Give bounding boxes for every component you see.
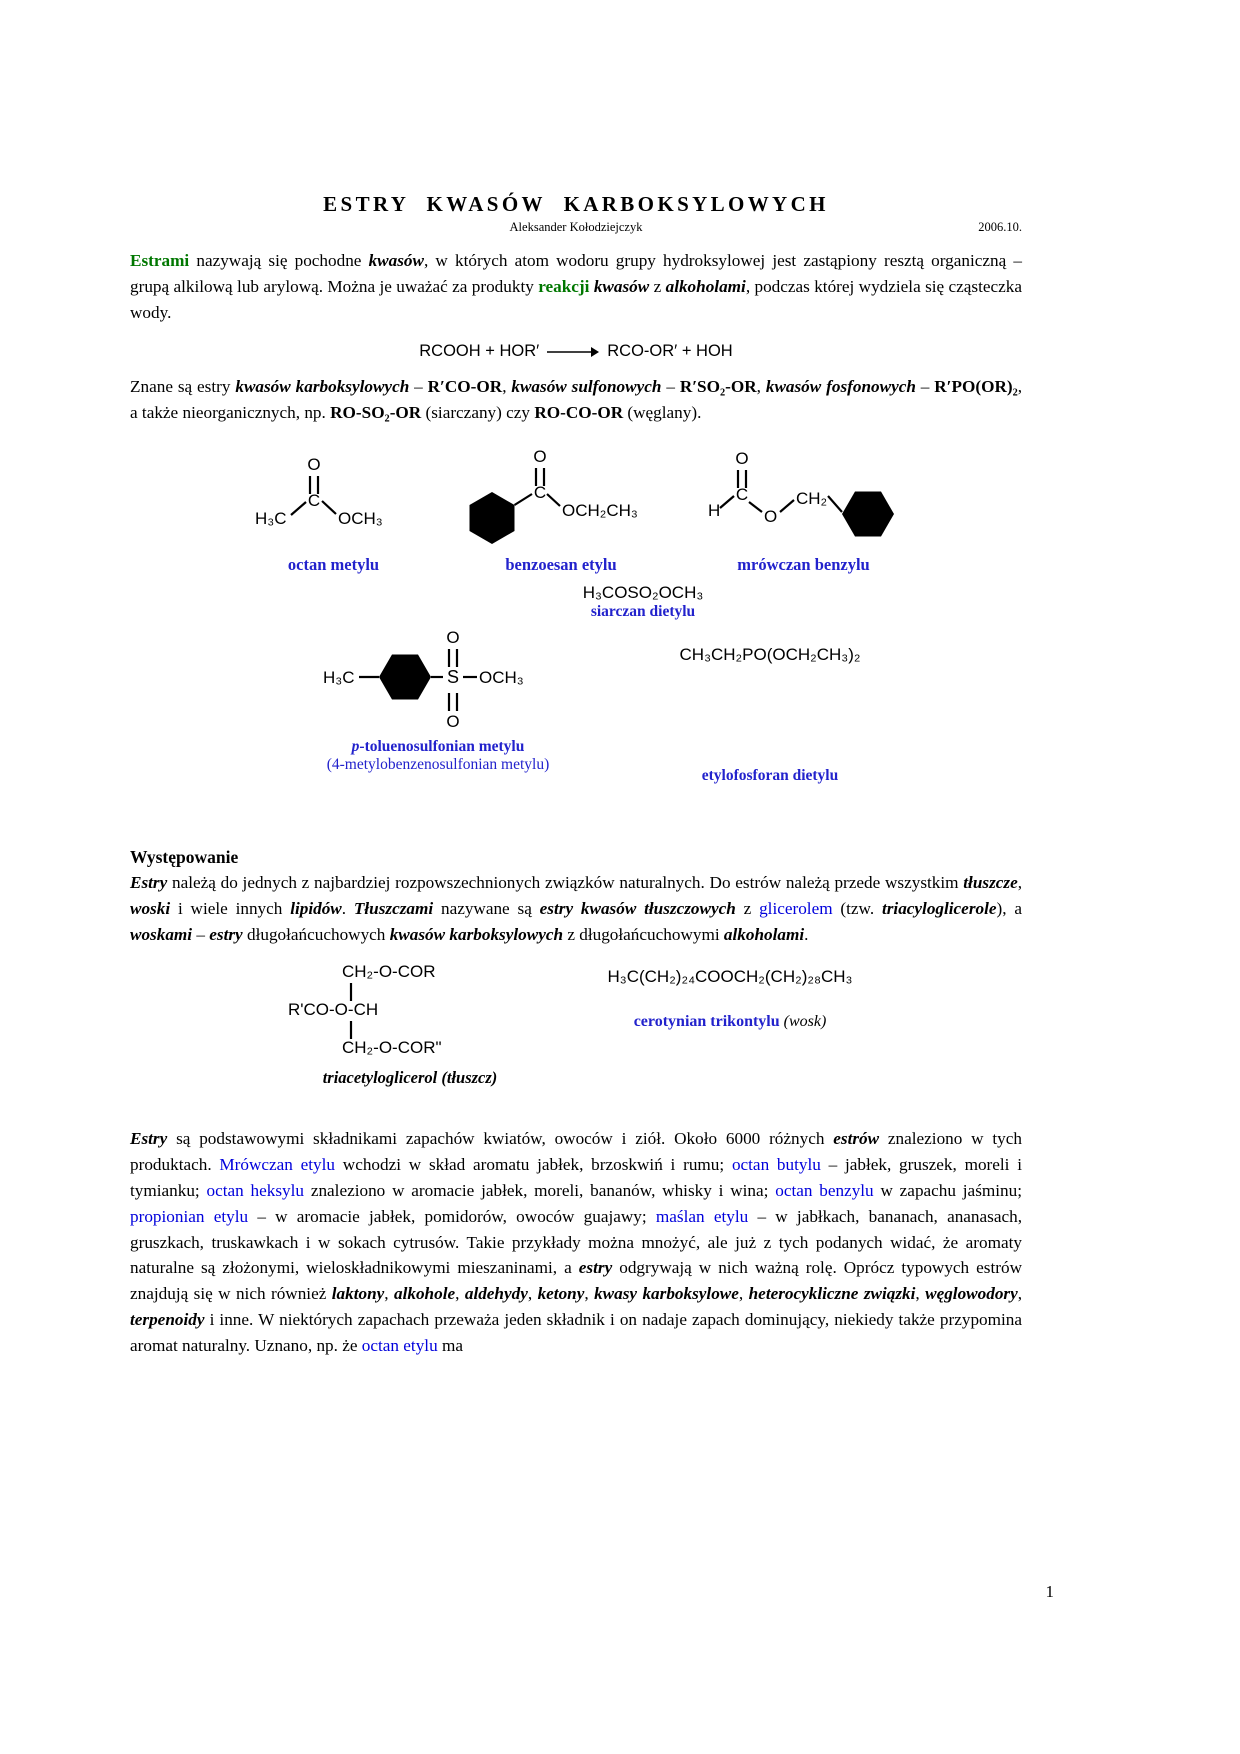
text-run: węglowodory	[925, 1284, 1018, 1304]
inline-link[interactable]: octan etylu	[361, 1335, 438, 1355]
text-run: znaleziono w aromacie jabłek, moreli, bananów, whisky i wina;	[304, 1180, 776, 1200]
inline-link[interactable]: octan benzylu	[775, 1180, 874, 1200]
structure-benzoesan-etylu	[450, 446, 672, 575]
label-prefix-p: p	[351, 737, 360, 755]
text-run: ma	[437, 1335, 463, 1355]
atom-label: CH₂	[796, 488, 828, 508]
text-run: Tłuszczami	[353, 898, 434, 918]
atom-label: OCH₃	[478, 667, 524, 687]
inline-link[interactable]: glicerolem	[759, 898, 833, 918]
text-run: kwasy karboksylowe	[594, 1284, 739, 1304]
atom-label: C	[307, 490, 321, 510]
text-run: , podczas której wydziela się cząsteczka wody.	[130, 276, 1022, 322]
bond	[720, 496, 734, 508]
text-run: długołańcuchowych	[242, 924, 390, 944]
bond	[547, 494, 560, 506]
text-run: lipidów	[290, 898, 342, 918]
reaction-right: RCO-OR′ + HOH	[607, 342, 733, 361]
text-run: ,	[1017, 872, 1022, 892]
text-run: ,	[1017, 1284, 1023, 1304]
page-title: ESTRY KWASÓW KARBOKSYLOWYCH	[323, 192, 829, 216]
text-run: –	[661, 377, 680, 397]
structure-alt-label: (4-metylobenzenosulfonian metylu)	[326, 755, 550, 773]
text-run: kwasów sulfonowych	[511, 377, 662, 397]
inline-link[interactable]: octan butylu	[731, 1155, 821, 1175]
atom-label: O	[445, 711, 460, 731]
etylofosforan-label: etylofosforan dietylu	[701, 766, 839, 784]
text-run: (tzw.	[832, 898, 882, 918]
etylofosforan-formula: CH₃CH₂PO(OCH₂CH₃)₂	[679, 644, 861, 664]
date: 2006.10.	[978, 220, 1022, 234]
text-run: R′SO₂-OR	[679, 377, 757, 397]
atom-label: O	[307, 454, 321, 474]
structure-label-suffix: (wosk)	[779, 1013, 827, 1031]
fragrance-paragraph	[130, 1126, 1022, 1358]
text-run: nazywają się pochodne	[189, 251, 369, 270]
text-run: laktony	[331, 1284, 385, 1304]
bond	[322, 501, 336, 514]
structure-label: mrówczan benzylu	[737, 554, 870, 574]
text-run: ,	[384, 1284, 394, 1304]
atom-label: H₃C	[255, 508, 287, 528]
benzene-ring	[379, 654, 431, 699]
structure-triacyloglicerol	[280, 961, 540, 1088]
text-run: i inne. W niektórych zapachach przeważa jeden składnik i on nadaje zapach dominujący, niekiedy także przypomina aromat naturalny. Uznano, np. że	[130, 1309, 1022, 1355]
text-run: Estry	[130, 872, 168, 892]
atom-label: O	[445, 627, 460, 647]
text-run: kwasów karboksylowych	[389, 924, 564, 944]
text-run: są podstawowymi składnikami zapachów kwiatów, owoców i ziół. Około 6000 różnych	[167, 1129, 834, 1149]
benzoesan-etylu-skeleton	[450, 446, 672, 548]
atom-label: H₃C	[322, 667, 354, 687]
octan-metylu-skeleton	[251, 448, 416, 548]
text-run: triacyloglicerole	[881, 898, 997, 918]
author: Aleksander Kołodziejczyk	[509, 220, 643, 234]
term-highlight: reakcji	[538, 276, 590, 296]
text-run: aldehydy	[464, 1284, 528, 1304]
term-highlight: Estrami	[130, 251, 190, 270]
text-run: ,	[527, 1284, 538, 1304]
text-run: –	[409, 377, 428, 397]
formula-line: CH₂-O-COR	[341, 962, 435, 982]
text-run: ,	[738, 1284, 749, 1304]
text-run: RO-SO₂-OR	[330, 403, 422, 423]
reaction-left: RCOOH + HOR′	[419, 342, 540, 361]
text-run: odgrywają w nich ważną rolę. Oprócz typowych estrów znajdują się w nich również	[130, 1258, 1022, 1304]
text-run: ,	[455, 1284, 465, 1304]
text-run: wchodzi w skład aromatu jabłek, brzoskwiń i rumu;	[335, 1155, 732, 1175]
atom-label: C	[533, 482, 547, 502]
text-run: ,	[915, 1284, 926, 1304]
text-run: ,	[502, 377, 512, 397]
arrow-head	[591, 347, 599, 357]
text-run: – w jabłkach, bananach, ananasach, gruszkach, truskawkach i w sokach cytrusów. Takie przykłady można mnożyć, ale już z tych podanych widać, że aromaty naturalne są złożonymi, wieloskładnikowymi mieszaninami, a	[130, 1206, 1022, 1278]
cerotynian-label	[570, 1013, 890, 1031]
text-run: RO-CO-OR	[534, 403, 624, 423]
formula-line: CH₂-O-COR"	[341, 1038, 442, 1058]
atom-label: O	[764, 506, 778, 526]
bond	[780, 500, 794, 512]
text-run: z	[735, 898, 760, 918]
text-run: woskami	[130, 924, 193, 944]
text-run: i wiele innych	[170, 898, 291, 918]
section-heading: Występowanie	[130, 846, 239, 867]
p-toluenosulfonian-skeleton	[321, 605, 556, 733]
intro-paragraph	[130, 248, 1022, 325]
text-run: kwasów fosfonowych	[765, 377, 916, 397]
cerotynian-formula: H₃C(CH₂)₂₄COOCH₂(CH₂)₂₈CH₃	[607, 967, 853, 987]
inline-link[interactable]: propionian etylu	[130, 1206, 249, 1226]
ester-structures-row	[130, 446, 1022, 575]
inline-link[interactable]: maślan etylu	[655, 1206, 749, 1226]
reaction-equation	[130, 342, 1022, 361]
text-run: Znane są estry	[130, 377, 236, 397]
text-run: znaleziono w tych produktach.	[130, 1129, 1022, 1175]
text-run: – jabłek, gruszek, moreli i tymianku;	[130, 1155, 1022, 1200]
text-run: R′CO-OR	[427, 377, 503, 397]
atom-label: C	[735, 484, 749, 504]
text-run: nazywane są	[433, 898, 540, 918]
text-run: heterocykliczne związki	[748, 1284, 916, 1304]
text-run: , a także nieorganicznych, np.	[130, 377, 1023, 423]
text-run: alkoholami	[665, 276, 746, 296]
benzene-ring	[470, 492, 515, 544]
text-run: kwasów karboksylowych	[235, 377, 410, 397]
text-run: estry	[209, 924, 243, 944]
text-run: z długołańcuchowymi	[563, 924, 724, 944]
text-run: alkohole	[394, 1284, 456, 1304]
mrowczan-benzylu-skeleton	[706, 446, 901, 548]
formula-line: R'CO-O-CH	[287, 1000, 378, 1020]
structure-label: triacetyloglicerol (tłuszcz)	[322, 1068, 498, 1088]
text-run: tłuszcze	[963, 872, 1018, 892]
structure-label: siarczan dietylu	[590, 602, 696, 620]
structure-mrowczan-benzylu	[706, 446, 901, 575]
text-run: estry	[578, 1258, 613, 1278]
text-run: .	[804, 924, 809, 944]
structure-label: benzoesan etylu	[505, 554, 617, 574]
atom-label: O	[735, 448, 749, 468]
occurrence-paragraph	[130, 870, 1022, 947]
text-run: Estry	[130, 1129, 168, 1149]
sulfo-structures-row	[130, 583, 1022, 835]
text-run: ,	[584, 1284, 595, 1304]
atom-label: H	[708, 500, 721, 520]
text-run: (węglany).	[623, 403, 702, 423]
text-run: ketony	[537, 1284, 585, 1304]
text-run: terpenoidy	[130, 1309, 205, 1329]
label-main: -toluenosulfonian metylu	[359, 737, 525, 755]
triacyloglicerol-skeleton	[288, 961, 533, 1061]
text-run: (siarczany) czy	[421, 403, 535, 423]
atom-label: OCH₂CH₃	[562, 500, 638, 520]
text-run: kwasów	[593, 276, 650, 296]
structure-label: octan metylu	[287, 554, 380, 574]
bond	[828, 496, 842, 512]
text-run: – w aromacie jabłek, pomidorów, owoców guajawy;	[248, 1206, 656, 1226]
benzene-ring	[842, 491, 894, 536]
text-run: ), a	[996, 898, 1022, 918]
atom-label: S	[446, 666, 459, 687]
reaction-arrow-icon	[547, 346, 599, 358]
page-number: 1	[1045, 1582, 1054, 1601]
bond	[749, 502, 762, 512]
structure-p-toluenosulfonian	[298, 605, 578, 774]
bond	[291, 502, 306, 515]
text-run: alkoholami	[723, 924, 805, 944]
text-run: –	[915, 377, 935, 397]
structure-label	[298, 738, 578, 774]
atom-label: OCH₃	[338, 508, 383, 528]
text-run: z	[649, 276, 666, 296]
fat-wax-structures-row	[130, 961, 1022, 1113]
byline	[130, 220, 1022, 235]
structure-octan-metylu	[251, 448, 416, 575]
text-run: należą do jednych z najbardziej rozpowszechnionych związków naturalnych. Do estrów należą przede wszystkim	[167, 872, 964, 892]
text-run: –	[192, 924, 210, 944]
inline-link[interactable]: Mrówczan etylu	[219, 1155, 336, 1175]
text-run: , w których atom wodoru grupy hydroksylowej jest zastąpiony resztą organiczną – grupą alkilową lub arylową. Można je uważać za produkty	[130, 251, 1022, 296]
text-run: woski	[130, 898, 171, 918]
text-run: R′PO(OR)₂	[934, 377, 1018, 397]
structure-label: cerotynian trikontylu	[633, 1013, 780, 1031]
inline-link[interactable]: octan heksylu	[206, 1180, 305, 1200]
text-run: estry kwasów tłuszczowych	[539, 898, 736, 918]
text-run: .	[341, 898, 354, 918]
text-run: kwasów	[368, 251, 424, 270]
text-run: ,	[756, 377, 766, 397]
text-run: estrów	[833, 1129, 880, 1149]
text-run: w zapachu jaśminu;	[873, 1180, 1022, 1200]
ester-types-paragraph	[130, 374, 1022, 426]
bond	[515, 494, 533, 505]
chemical-formula: H₃COSO₂OCH₃	[582, 582, 704, 602]
atom-label: O	[533, 446, 547, 466]
